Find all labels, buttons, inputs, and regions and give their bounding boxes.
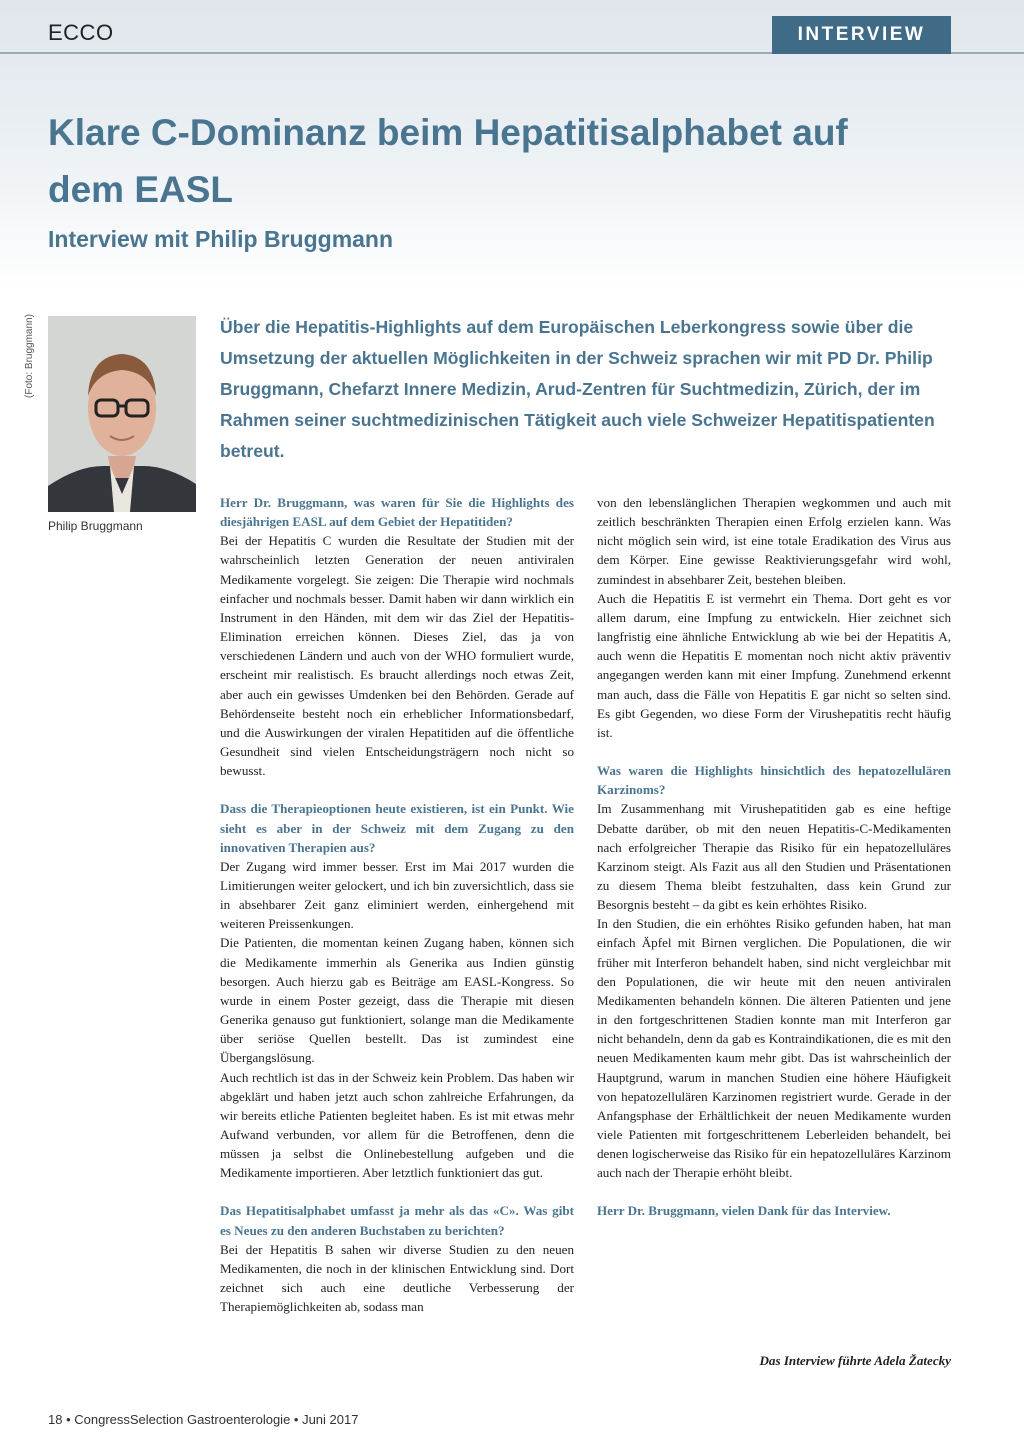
paragraph-gap [597,1182,951,1201]
page-footer: 18 • CongressSelection Gastroenterologie • Juni 2017 [48,1412,359,1427]
answer-text: Bei der Hepatitis C wurden die Resultate der Studien mit der wahrscheinlich letzten Generation der neuen antiviralen Medikamente vorgelegt. Sie zeigen: Die Therapie wird nochmals einfacher und nochmals besser. Damit haben wir dann wirklich ein Instrument in den Händen, mit dem wir das Ziel der Hepatitis-Elimination erreichen können. Dieses Ziel, das ja von verschiedenen Ländern und auch von der WHO formuliert wurde, erscheint mir realistisch. Es braucht allerdings noch etwas Zeit, aber auch ein gewisses Umdenken bei den Behörden. Gerade auf Behördenseite besteht noch ein erheblicher Informationsbedarf, und die Auswirkungen der viralen Hepatitiden auf die öffentliche Gesundheit sind vielen Entscheidungsträgern noch nicht so bewusst. [220,533,574,779]
category-tag: INTERVIEW [772,16,951,54]
answer-text: Auch die Hepatitis E ist vermehrt ein Thema. Dort geht es vor allem darum, eine Impfung zu entwickeln. Hier zeichnet sich langfristig eine ähnliche Entwicklung ab wie bei der Hepatitis A, auch wenn die Hepatitis E momentan noch nicht aktiv präventiv angegangen werden kann mit einer Impfung. Zunehmend erkennt man auch, dass die Fälle von Hepatitis E gar nicht so selten sind. Es gibt Gegenden, wo diese Form der Virushepatitis recht häufig ist. [597,590,951,740]
portrait-photo [48,316,196,512]
answer-text: In den Studien, die ein erhöhtes Risiko gefunden haben, hat man einfach Äpfel mit Birnen verglichen. Die Populationen, die wir früher mit Interferon behandelt haben, sind nicht vergleichbar mit den Populationen, die wir heute mit den neuen antiviralen Medikamenten behandeln können. Die älteren Patienten und jene in den fortgeschrittenen Stadien konnte man mit Interferon gar nicht behandeln, denn da gab es Kontraindikationen, die es mit den neuen Medikamenten kaum mehr gibt. Das ist wahrscheinlich der Hauptgrund, warum in manchen Studien eine höhere Häufigkeit von hepatozellulären Karzinomen registriert wurde. Gerade in der Anfangsphase der Erhältlichkeit der neuen Medikamente wurden viele Patienten mit fortgeschrittenem Leberleiden behandelt, bei denen logischerweise das Risiko für ein hepatozelluläres Karzinom auch nach der Therapie erhöht bleibt. [597,916,951,1181]
lead-paragraph: Über die Hepatitis-Highlights auf dem Europäischen Leberkongress sowie über die Umsetzung der aktuellen Möglichkeiten in der Schweiz sprachen wir mit PD Dr. Philip Bruggmann, Chefarzt Innere Medizin, Arud-Zentren für Suchtmedizin, Zürich, der im Rahmen seiner suchtmedizinischen Tätigkeit auch viele Schweizer Hepatitispatienten betreut. [220,317,935,461]
article-title: Klare C-Dominanz beim Hepatitisalphabet auf dem EASL [48,112,848,210]
paragraph-gap [597,742,951,761]
answer-text: Auch rechtlich ist das in der Schweiz kein Problem. Das haben wir abgeklärt und haben jetzt auch schon zahlreiche Erfahrungen, da wir bereits etliche Patienten begleitet haben. Es ist mit etwas mehr Aufwand verbunden, vor allem für die Betroffenen, denn die müssen ja selbst die Onlinebestellung aufgeben und die Medikamente importieren. Aber letztlich funktioniert das gut. [220,1069,574,1181]
answer-text: Die Patienten, die momentan keinen Zugang haben, können sich die Medikamente immerhin als Generika aus Indien günstig besorgen. Auch hierzu gab es Beiträge am EASL-Kongress. So wurde in einem Poster gezeigt, dass die Therapie mit diesen Generika genauso gut funktioniert, solange man die Medikamente über seriöse Quellen bestellt. Das ist zumindest eine Übergangslösung. [220,935,574,1066]
column-left [220,493,574,1316]
column-right [597,493,951,1221]
photo-credit: (Foto: Bruggmann) [24,314,35,398]
photo-caption: Philip Bruggmann [48,519,143,533]
answer-text: Der Zugang wird immer besser. Erst im Mai 2017 wurden die Limitierungen weiter gelockert, und ich bin zuversichtlich, dass sie in absehbarer Zeit ganz eliminiert werden, einhergehend mit weiteren Preissenkungen. [220,858,574,932]
interviewer-credit: Das Interview führte Adela Žatecky [759,1353,951,1368]
answer-text: Bei der Hepatitis B sahen wir diverse Studien zu den neuen Medikamenten, die noch in der klinischen Entwicklung sind. Dort zeichnet sich auch eine deutliche Verbesserung der Therapiemöglichkeiten ab, sodass man [220,1241,574,1315]
question-text: Dass die Therapieoptionen heute existieren, ist ein Punkt. Wie sieht es aber in der Schweiz mit dem Zugang zu den innovativen Therapien aus? [220,801,574,855]
question-text: Was waren die Highlights hinsichtlich des hepatozellulären Karzinoms? [597,763,951,798]
closing-thanks: Herr Dr. Bruggmann, vielen Dank für das Interview. [597,1203,891,1219]
section-label: ECCO [48,20,114,45]
paragraph-gap [220,780,574,799]
question-text: Das Hepatitisalphabet umfasst ja mehr als das «C». Was gibt es Neues zu den anderen Buchstaben zu berichten? [220,1203,574,1238]
article-subtitle: Interview mit Philip Bruggmann [48,226,394,252]
answer-text: Im Zusammenhang mit Virushepatitiden gab es eine heftige Debatte darüber, ob mit den neuen Hepatitis-C-Medikamenten nach erfolgreicher Therapie das Risiko für ein hepatozelluläres Karzinom steigt. Als Fazit aus all den Studien und Präsentationen zu diesem Thema bleibt festzuhalten, dass kein Grund zur Besorgnis besteht – da gibt es kein erhöhtes Risiko. [597,801,951,913]
answer-text: von den lebenslänglichen Therapien wegkommen und auch mit zeitlich beschränkten Therapien einen Erfolg erzielen kann. Was nicht möglich sein wird, ist eine totale Eradikation des Virus aus dem Körper. Eine gewisse Reaktivierungsgefahr wird wohl, zumindest in absehbarer Zeit, bestehen bleiben. [597,495,951,587]
question-text: Herr Dr. Bruggmann, was waren für Sie die Highlights des diesjährigen EASL auf dem Gebiet der Hepatitiden? [220,495,574,530]
paragraph-gap [220,1182,574,1201]
